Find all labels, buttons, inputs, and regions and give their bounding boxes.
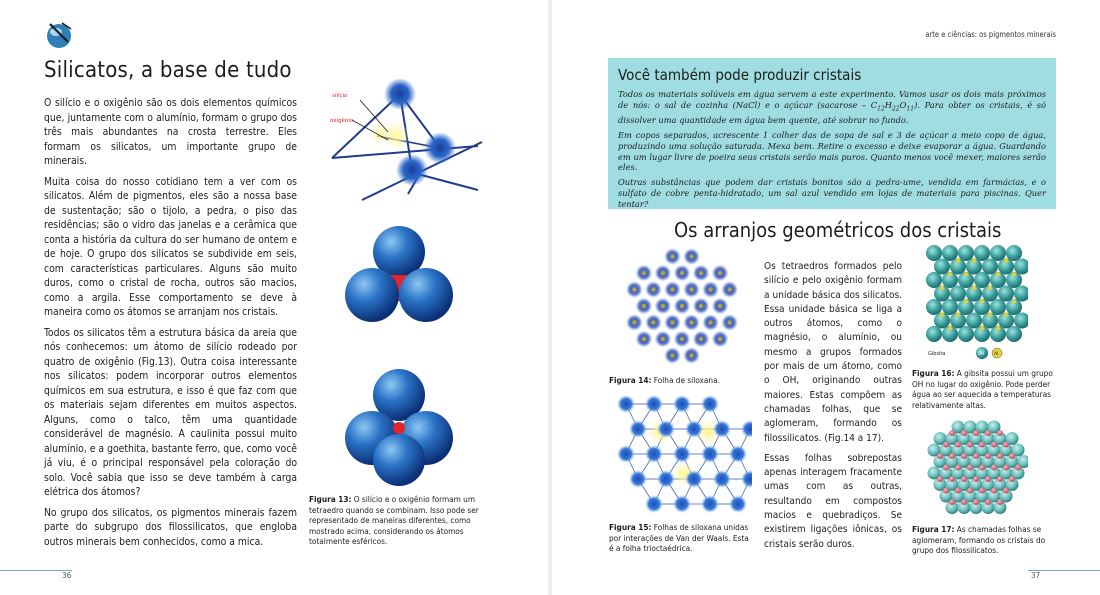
oh-sphere — [1014, 313, 1028, 329]
caption-text: Folha de siloxana. — [651, 375, 720, 385]
silicon-dot — [642, 337, 646, 341]
tetrahedron-illustrations — [322, 70, 502, 490]
atom-sphere — [741, 420, 752, 438]
oh-sphere — [1014, 286, 1028, 302]
oh-sphere — [966, 313, 982, 329]
box-paragraph — [618, 89, 1046, 126]
legend-oh: OH — [977, 352, 985, 357]
caption-lead: Figura 16: — [912, 368, 955, 378]
oh-sphere — [958, 326, 974, 342]
atom-sphere — [685, 470, 703, 488]
section-title: Os arranjos geométricos dos cristais — [674, 218, 1002, 242]
oh-sphere — [982, 259, 998, 275]
atom-sphere — [657, 470, 675, 488]
cation-sphere — [985, 453, 991, 459]
atom-sphere — [645, 495, 663, 513]
oh-sphere — [934, 259, 950, 275]
figure-13-caption — [309, 494, 499, 547]
paragraph: No grupo dos silicatos, os pigmentos minerais fazem parte do subgrupo dos filossilicatos, que engloba outros minerais bem conhecidos, como a mica. — [44, 506, 297, 548]
silicon-dot — [651, 287, 655, 291]
cation-sphere — [979, 442, 985, 448]
atom-sphere — [617, 395, 635, 413]
page-title: Silicatos, a base de tudo — [44, 58, 292, 83]
cation-sphere — [1015, 465, 1021, 471]
atom-sphere — [701, 495, 719, 513]
legend-al: Al — [994, 352, 999, 357]
atom-sphere — [617, 445, 635, 463]
silicon-dot — [642, 304, 646, 308]
legend-gibsita: Gibsita — [928, 351, 946, 357]
cation-sphere — [985, 476, 991, 482]
oh-sphere — [974, 272, 990, 288]
space-filling-model-1 — [345, 226, 453, 322]
book-logo-icon — [44, 20, 74, 50]
atom-sphere — [729, 495, 747, 513]
silicon-dot — [727, 287, 731, 291]
cation-sphere — [961, 430, 967, 436]
paragraph: Todos os silicatos têm a estrutura básica da areia que nós conhecemos: um átomo de silício rodeado por quatro de oxigênio (Fig.13). Outra coisa interessante nos silicatos: podem incorporar outros elementos químicos em sua estrutura, e isso é que faz com que os materiais sejam diferentes em muitos aspectos. Alguns, como o talco, têm uma quantidade considerável de magnésio. A caulinita possui muito alumínio, e a goethita, bastante ferro, que, como você já viu, é o principal responsável pela coloração do solo. Você sabia que isso se deve também à carga elétrica dos átomos? — [44, 326, 297, 498]
stick-model — [330, 78, 482, 200]
silicon-dot — [689, 254, 693, 258]
atom-sphere — [629, 420, 647, 438]
cation-sphere — [997, 499, 1003, 505]
caption-text: As chamadas folhas se aglomeram, formando os cristais do grupo dos filossilicatos. — [912, 524, 1046, 555]
atom-sphere — [673, 395, 691, 413]
text-run: H — [884, 99, 892, 110]
oh-sphere — [942, 245, 958, 261]
cation-sphere — [1003, 465, 1009, 471]
silicon-dot — [718, 271, 722, 275]
figure-13-tetrahedron — [322, 70, 502, 490]
silicon-dot — [680, 337, 684, 341]
silicon-dot — [708, 287, 712, 291]
space-filling-model-2 — [345, 369, 453, 486]
box-title: Você também pode produzir cristais — [618, 66, 862, 84]
oh-sphere — [990, 245, 1006, 261]
cation-sphere — [949, 499, 955, 505]
subscript: 22 — [891, 105, 900, 113]
cation-sphere — [949, 476, 955, 482]
atom-sphere — [657, 420, 675, 438]
cation-sphere — [961, 476, 967, 482]
cation-sphere — [997, 430, 1003, 436]
cation-sphere — [973, 430, 979, 436]
cation-sphere — [979, 488, 985, 494]
caption-text: O silício e o oxigênio formam um tetraedro quando se combinam. Isso pode ser representado de maneiras diferentes, como mostrado acima, considerando os átomos totalmente esféricos. — [309, 494, 479, 546]
silicon-dot — [699, 304, 703, 308]
oh-sphere — [926, 326, 942, 342]
oh-sphere — [926, 272, 942, 288]
subscript: 11 — [906, 105, 915, 113]
silicon-dot — [632, 287, 636, 291]
cation-sphere — [937, 453, 943, 459]
figure-16-gibbsite — [922, 243, 1028, 361]
silicon-dot — [699, 337, 703, 341]
paragraph: Muita coisa do nosso cotidiano tem a ver com os silicatos. Além de pigmentos, eles são a nossa base de sustentação; são o tijolo, a pedra, o piso das residências; são o vidro das janelas e a cerâmica que conta a história da cultura do ser humano de ontem e de hoje. O grupo dos silicatos se subdivide em seis, com características particulares. Alguns são muito duros, como o cristal de rocha, outros são macios, como a argila. Esse comportamento se deve à maneira como os átomos se arranjam nos cristais. — [44, 175, 297, 318]
silicon-dot — [699, 271, 703, 275]
silicon-dot — [689, 353, 693, 357]
atom-sphere — [713, 470, 731, 488]
cation-sphere — [943, 488, 949, 494]
oh-sphere — [942, 299, 958, 315]
silicon-dot — [718, 337, 722, 341]
cation-sphere — [973, 499, 979, 505]
cation-sphere — [955, 442, 961, 448]
cation-sphere — [973, 476, 979, 482]
running-head: arte e ciências: os pigmentos minerais — [925, 30, 1056, 39]
left-body-text — [44, 96, 297, 555]
caption-lead: Figura 13: — [309, 494, 352, 504]
silicon-dot — [661, 304, 665, 308]
figure-15-trioctahedral-sheet — [612, 392, 752, 518]
oh-sphere — [1006, 326, 1022, 342]
cation-sphere — [967, 465, 973, 471]
box-paragraph: Outras substâncias que podem dar cristais bonitos são a pedra-ume, vendida em farmácias, e o sulfato de cobre penta-hidratado, um sal azul vendido em lojas de materiais para piscinas. Quer tentar? — [618, 177, 1046, 209]
silicon-dot — [661, 271, 665, 275]
atom-sphere — [645, 395, 663, 413]
cation-sphere — [997, 453, 1003, 459]
text-run: Todos os materiais solúveis em água servem a este experimento. Vamos usar os dois mais próximos de nós: o sal de cozinha (NaCl) e o açúcar (sacarose – C — [618, 89, 1046, 110]
atom-sphere — [701, 395, 719, 413]
figure-14-siloxane-sheet — [620, 243, 744, 369]
cation-sphere — [973, 453, 979, 459]
figure-17-caption — [912, 524, 1058, 556]
figure-14-caption — [609, 375, 749, 386]
figure-16-caption — [912, 368, 1058, 410]
figure-17-stacked-sheets — [924, 417, 1028, 519]
oh-sphere — [926, 245, 942, 261]
silicon-dot — [661, 337, 665, 341]
figure-15-caption — [609, 522, 751, 554]
silicon-dot — [651, 320, 655, 324]
silicon-dot — [689, 320, 693, 324]
silicon-dot — [670, 320, 674, 324]
subscript: 12 — [877, 105, 885, 113]
cation-sphere — [949, 453, 955, 459]
cation-sphere — [943, 442, 949, 448]
silicon-dot — [670, 353, 674, 357]
silicon-dot — [642, 271, 646, 275]
cation-sphere — [979, 465, 985, 471]
oh-sphere — [958, 245, 974, 261]
silicon-dot — [670, 254, 674, 258]
cation-sphere — [991, 442, 997, 448]
cation-sphere — [949, 430, 955, 436]
silicon-dot — [718, 304, 722, 308]
caption-text: A gibsita possui um grupo OH no lugar do oxigênio. Pode perder água ao ser aquecida a temperaturas relativamente altas. — [912, 368, 1053, 410]
caption-lead: Figura 14: — [609, 375, 652, 385]
silicon-dot — [708, 320, 712, 324]
atom-sphere — [673, 445, 691, 463]
paragraph: Essas folhas sobrepostas apenas interagem fracamente umas com as outras, resultando em compostos macios e quebradiços. Se existirem ligações iônicas, os cristais serão duros. — [764, 452, 902, 550]
label-silicio: silício — [332, 93, 348, 99]
silicon-dot — [689, 287, 693, 291]
caption-lead: Figura 15: — [609, 522, 652, 532]
cation-sphere — [991, 488, 997, 494]
silicon-dot — [670, 287, 674, 291]
cation-sphere — [997, 476, 1003, 482]
cation-sphere — [1003, 488, 1009, 494]
caption-text: Folhas de siloxana unidas por interações de Van der Waals. Esta é a folha trioctaédrica. — [609, 522, 749, 553]
oh-sphere — [1006, 245, 1022, 261]
silicon-dot — [727, 320, 731, 324]
oh-sphere — [950, 286, 966, 302]
cation-sphere — [955, 488, 961, 494]
atom-sphere — [741, 470, 752, 488]
cation-sphere — [937, 476, 943, 482]
cation-sphere — [991, 465, 997, 471]
silicon-dot — [680, 271, 684, 275]
cation-sphere — [985, 430, 991, 436]
cation-sphere — [1009, 476, 1015, 482]
cation-sphere — [967, 442, 973, 448]
label-oxigenio: oxigênio — [330, 118, 354, 124]
cation-sphere — [985, 499, 991, 505]
cation-sphere — [955, 465, 961, 471]
text-run: ). Para obter os cristais, é só dissolver uma quantidade em água bem quente, até sobrar no fundo. — [618, 99, 1046, 126]
text-run: O — [899, 99, 907, 110]
atom-sphere — [629, 470, 647, 488]
caption-lead: Figura 17: — [912, 524, 955, 534]
paragraph: O silício e o oxigênio são os dois elementos químicos que, juntamente com o alumínio, formam o grupo dos três mais abundantes na crosta terrestre. Eles formam os silicatos, um importante grupo de minerais. — [44, 97, 297, 167]
cation-sphere — [1003, 442, 1009, 448]
oh-sphere — [974, 245, 990, 261]
atom-sphere — [701, 445, 719, 463]
atom-sphere — [713, 420, 731, 438]
paragraph: Os tetraedros formados pelo silício e pelo oxigênio formam a unidade básica dos silicatos. Essa unidade básica se liga a outros átomos, como o magnésio, o alumínio, ou mesmo a grupos formados por mais de um átomo, como o OH, originando outras maiores. Estas compõem as chamadas folhas, que se aglomeram, formando os filossilicatos. (Fig.14 a 17). — [764, 261, 902, 444]
atom-sphere — [673, 495, 691, 513]
silicon-dot — [680, 304, 684, 308]
experiment-box — [608, 58, 1056, 209]
cation-sphere — [961, 453, 967, 459]
oh-sphere — [990, 299, 1006, 315]
right-body-text — [764, 260, 902, 558]
atom-sphere — [685, 420, 703, 438]
oh-sphere — [926, 299, 942, 315]
oh-sphere — [998, 286, 1014, 302]
oh-sphere — [1014, 259, 1028, 275]
cation-sphere — [1009, 453, 1015, 459]
cation-sphere — [943, 465, 949, 471]
atom-sphere — [729, 445, 747, 463]
silicon-dot — [632, 320, 636, 324]
atom-sphere — [645, 445, 663, 463]
cation-sphere — [967, 488, 973, 494]
cation-sphere — [961, 499, 967, 505]
page-number: 37 — [1031, 571, 1041, 580]
page-number: 36 — [62, 571, 72, 580]
box-paragraph: Em copos separados, acrescente 1 colher das de sopa de sal e 3 de açúcar a meio copo de água, produzindo uma solução saturada. Mexa bem. Retire o excesso e deixe evaporar a água. Guardando em um lugar livre de poeira seus cristais serão mais puros. Quanto menos você mexer, maiores serão eles. — [618, 130, 1046, 173]
